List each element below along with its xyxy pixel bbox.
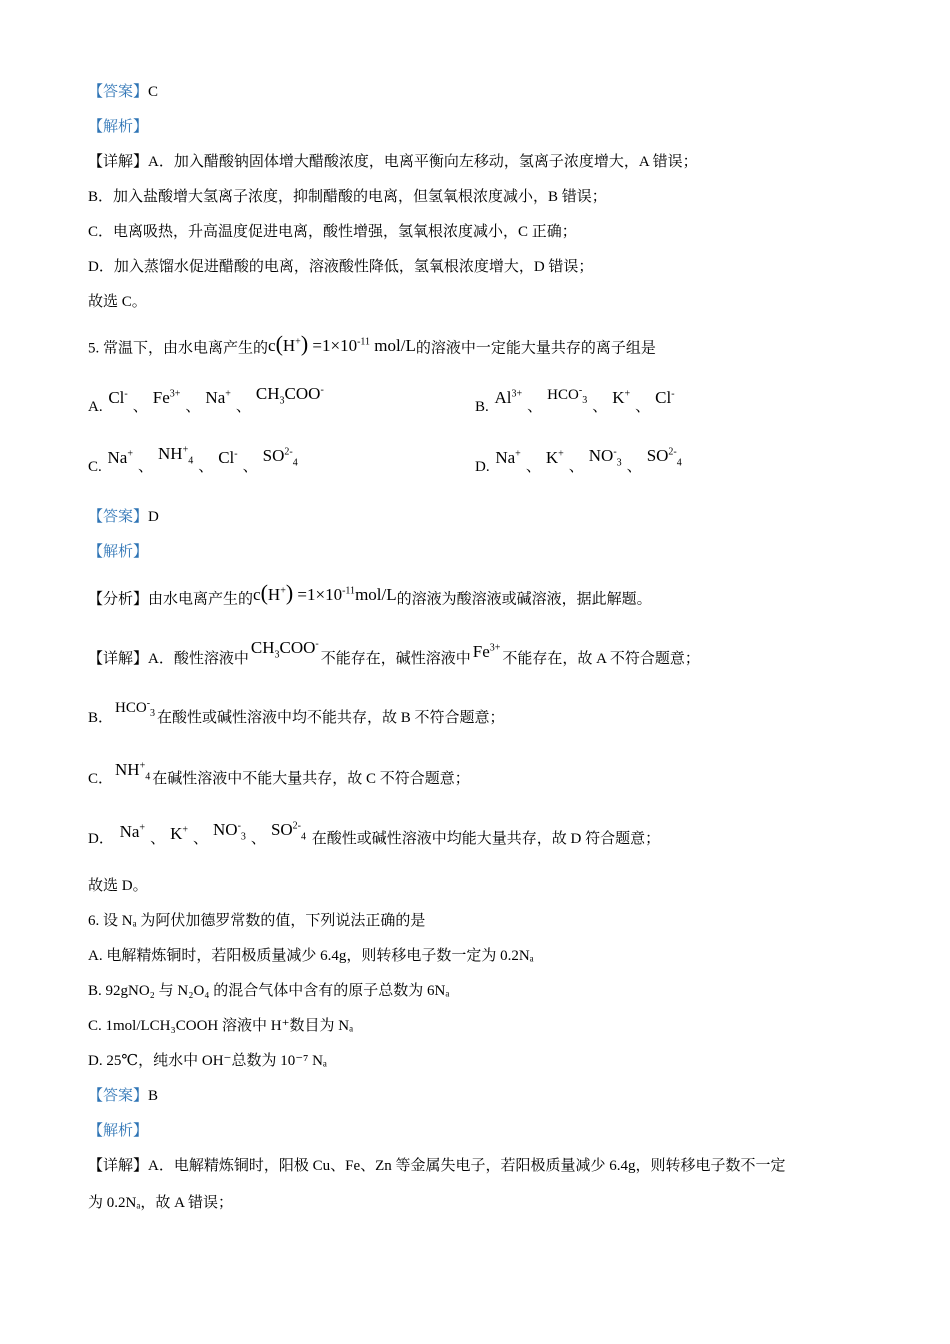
fenxi-prefix: 由水电离产生的 (148, 591, 254, 608)
q4-detail-c: C．电离吸热，升高温度促进电离，酸性增强，氢氧根浓度减小，C 正确； (88, 224, 577, 240)
detail-text: A．电解精炼铜时，阳极 Cu、Fe、Zn 等金属失电子，若阳极质量减少 6.4g，则转移电子数不一定 (148, 1158, 786, 1174)
analysis-label: 【解析】 (88, 119, 149, 135)
q4-detail-a (88, 152, 698, 172)
option-label: D. (475, 459, 490, 475)
answer-label: 【答案】 (88, 84, 149, 100)
concentration-formula: $c(H^+) =1\times 10^{-11}mol/L$ (253, 580, 397, 605)
q6-option-b: B. 92gNO₂ 与 N₂O₄ 的混合气体中含有的原子总数为 6Nₐ (88, 983, 450, 999)
q6-option-c: C. 1mol/LCH₃COOH 溶液中 H⁺数目为 Nₐ (88, 1018, 354, 1034)
answer-label: 【答案】 (88, 1088, 149, 1104)
q6-option-d: D. 25℃，纯水中 OH⁻总数为 10⁻⁷ Nₐ (88, 1053, 328, 1069)
q5-stem (88, 331, 656, 360)
fenxi-label: 【分析】 (88, 591, 149, 608)
analysis-label: 【解析】 (88, 1123, 149, 1139)
q5-conclusion: 故选 D。 (88, 878, 148, 894)
q5-option-b: B. $Al^{3+}$、$HCO^-_3$ 、 K+、 Cl- (475, 385, 675, 415)
q5-option-a: A. Cl-、 $Fe^{3+}$、 Na+、$CH_3COO^-$ (88, 384, 324, 415)
detail-text: 在酸性或碱性溶液中均能大量共存，故 D 符合题意； (311, 831, 661, 847)
answer-value: C (148, 84, 159, 100)
q5-detail-b: B．$HCO^-_3$ 在酸性或碱性溶液中均不能共存，故 B 不符合题意； (88, 698, 505, 726)
q6-analysis (88, 1121, 148, 1141)
q5-option-d: D. Na+、 K+、$NO^-_3$ 、$SO^{2-}_4$ (475, 446, 682, 475)
q6-detail-line2: 为 0.2Nₐ，故 A 错误； (88, 1195, 233, 1211)
q5-analysis (88, 542, 148, 562)
q5-detail-d: D． Na+、 K+、 $NO^-_3$ 、 $SO^{2-}_4$ 在酸性或碱性溶液中均能大量共存，故 D 符合题意； (88, 820, 661, 847)
q4-conclusion: 故选 C。 (88, 294, 147, 310)
q4-detail-d: D．加入蒸馏水促进醋酸的电离，溶液酸性降低，氢氧根浓度增大，D 错误； (88, 259, 594, 275)
q6-detail-line1 (88, 1156, 786, 1176)
answer-value: D (148, 509, 159, 525)
analysis-label: 【解析】 (88, 544, 149, 560)
answer-value: B (148, 1088, 159, 1104)
stem-suffix: 的溶液中一定能大量共存的离子组是 (415, 340, 656, 357)
detail-label: 【详解】 (88, 651, 149, 667)
option-label: C. (88, 459, 102, 475)
q5-answer (88, 507, 159, 527)
detail-text: 不能存在，碱性溶液中 (320, 651, 471, 667)
q6-answer (88, 1086, 158, 1106)
detail-text: 不能存在，故 A 不符合题意； (502, 651, 700, 667)
q6-option-a: A. 电解精炼铜时，若阳极质量减少 6.4g，则转移电子数一定为 0.2Nₐ (88, 948, 534, 964)
detail-text: A．酸性溶液中 (148, 651, 249, 667)
q4-analysis (88, 117, 148, 137)
option-label: B. (475, 399, 489, 415)
detail-text: 在酸性或碱性溶液中均不能共存，故 B 不符合题意； (157, 710, 505, 726)
q4-detail-b: B．加入盐酸增大氢离子浓度，抑制醋酸的电离，但氢氧根浓度减小，B 错误； (88, 189, 607, 205)
q6-stem: 6. 设 Nₐ 为阿伏加德罗常数的值，下列说法正确的是 (88, 913, 426, 929)
fenxi-suffix: 的溶液为酸溶液或碱溶液，据此解题。 (396, 591, 652, 608)
detail-label: C． (88, 771, 114, 787)
answer-label: 【答案】 (88, 509, 149, 525)
detail-label: 【详解】 (88, 154, 149, 170)
concentration-formula: $c(H^+) =1\times 10^{-11}$ mol/L (268, 331, 416, 356)
detail-text: 在碱性溶液中不能大量共存，故 C 不符合题意； (152, 771, 470, 787)
q5-fenxi (88, 580, 652, 611)
detail-label: B． (88, 710, 114, 726)
q5-detail-a: 【详解】A．酸性溶液中$CH_3COO^-$不能存在，碱性溶液中 $Fe^{3+}$不能存在，故 A 不符合题意； (88, 638, 700, 667)
stem-prefix: 5. 常温下，由水电离产生的 (88, 340, 269, 357)
q5-option-c: C. Na+、$NH^+_4$ 、 Cl-、$SO^{2-}_4$ (88, 444, 298, 475)
detail-line: A．加入醋酸钠固体增大醋酸浓度，电离平衡向左移动，氢离子浓度增大，A 错误； (148, 154, 698, 170)
q5-detail-c: C． $NH^+_4$ 在碱性溶液中不能大量共存，故 C 不符合题意； (88, 760, 470, 787)
option-label: A. (88, 399, 103, 415)
q4-answer (88, 82, 158, 102)
detail-label: 【详解】 (88, 1158, 149, 1174)
detail-label: D． (88, 831, 114, 847)
